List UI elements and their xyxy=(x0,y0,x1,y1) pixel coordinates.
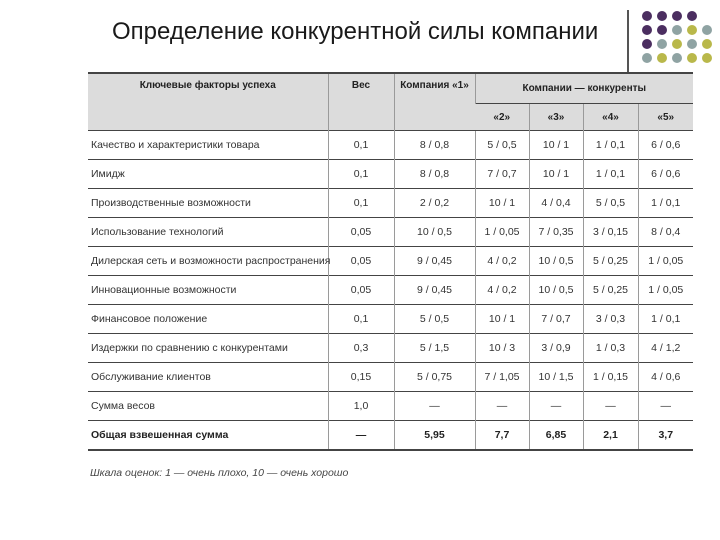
competitor-3-cell: 3 / 0,9 xyxy=(529,334,583,363)
company-1-cell: 5 / 1,5 xyxy=(394,334,475,363)
company-1-cell: 8 / 0,8 xyxy=(394,131,475,160)
competitor-3-cell: 4 / 0,4 xyxy=(529,189,583,218)
company-1-cell: 5 / 0,75 xyxy=(394,363,475,392)
company-1-cell: 9 / 0,45 xyxy=(394,276,475,305)
decor-dot xyxy=(657,25,667,35)
competitor-3-cell: 10 / 1 xyxy=(529,131,583,160)
header-weight: Вес xyxy=(328,73,394,131)
slide-title: Определение конкурентной силы компании xyxy=(112,18,599,45)
table-row xyxy=(88,218,693,247)
competitive-strength-table xyxy=(88,72,693,451)
table-row xyxy=(88,160,693,189)
competitor-2-cell: 7 / 1,05 xyxy=(475,363,529,392)
weight-cell: 0,1 xyxy=(328,131,394,160)
factor-cell: Использование технологий xyxy=(88,218,328,247)
decor-dot xyxy=(687,53,697,63)
decor-dot xyxy=(642,25,652,35)
table-row xyxy=(88,363,693,392)
weight-cell: 0,1 xyxy=(328,189,394,218)
decor-dot xyxy=(657,39,667,49)
header-competitors: Компании — конкуренты xyxy=(475,73,693,104)
scale-note: Шкала оценок: 1 — очень плохо, 10 — очень хорошо xyxy=(90,467,349,479)
company-1-cell: 10 / 0,5 xyxy=(394,218,475,247)
competitive-strength-table-container xyxy=(88,72,693,451)
competitor-5-cell: 1 / 0,1 xyxy=(638,305,693,334)
table-row xyxy=(88,334,693,363)
header-competitor-5: «5» xyxy=(638,104,693,131)
factor-cell: Общая взвешенная сумма xyxy=(88,421,328,451)
weight-cell: 0,05 xyxy=(328,276,394,305)
factor-cell: Качество и характеристики товара xyxy=(88,131,328,160)
factor-cell: Финансовое положение xyxy=(88,305,328,334)
decor-dot xyxy=(672,25,682,35)
title-divider-line xyxy=(627,10,629,72)
weight-cell: 0,3 xyxy=(328,334,394,363)
factor-cell: Издержки по сравнению с конкурентами xyxy=(88,334,328,363)
competitor-3-cell: 10 / 0,5 xyxy=(529,276,583,305)
competitor-2-cell: 10 / 1 xyxy=(475,305,529,334)
weight-cell: 0,05 xyxy=(328,247,394,276)
decor-dot xyxy=(702,53,712,63)
company-1-cell: 2 / 0,2 xyxy=(394,189,475,218)
competitor-4-cell: 3 / 0,3 xyxy=(583,305,638,334)
factor-cell: Дилерская сеть и возможности распространения xyxy=(88,247,328,276)
competitor-4-cell: 1 / 0,3 xyxy=(583,334,638,363)
factor-cell: Сумма весов xyxy=(88,392,328,421)
header-competitor-4: «4» xyxy=(583,104,638,131)
weight-cell: — xyxy=(328,421,394,451)
competitor-3-cell: 7 / 0,35 xyxy=(529,218,583,247)
competitor-3-cell: 10 / 1 xyxy=(529,160,583,189)
competitor-4-cell: 5 / 0,5 xyxy=(583,189,638,218)
factor-cell: Обслуживание клиентов xyxy=(88,363,328,392)
company-1-cell: — xyxy=(394,392,475,421)
competitor-3-cell: 10 / 0,5 xyxy=(529,247,583,276)
decor-dot xyxy=(687,39,697,49)
competitor-2-cell: 7 / 0,7 xyxy=(475,160,529,189)
weight-cell: 0,1 xyxy=(328,160,394,189)
decor-dot xyxy=(702,25,712,35)
header-factor: Ключевые факторы успеха xyxy=(88,73,328,131)
decorative-dot-grid xyxy=(640,11,720,75)
header-company-1: Компания «1» xyxy=(394,73,475,131)
table-row xyxy=(88,247,693,276)
header-competitor-2: «2» xyxy=(475,104,529,131)
competitor-4-cell: 5 / 0,25 xyxy=(583,247,638,276)
table-row xyxy=(88,189,693,218)
weight-cell: 0,15 xyxy=(328,363,394,392)
competitor-4-cell: 1 / 0,1 xyxy=(583,160,638,189)
competitor-2-cell: 10 / 1 xyxy=(475,189,529,218)
competitor-5-cell: — xyxy=(638,392,693,421)
competitor-2-cell: 4 / 0,2 xyxy=(475,247,529,276)
weight-cell: 0,05 xyxy=(328,218,394,247)
company-1-cell: 9 / 0,45 xyxy=(394,247,475,276)
decor-dot xyxy=(672,11,682,21)
decor-dot xyxy=(657,11,667,21)
competitor-3-cell: 10 / 1,5 xyxy=(529,363,583,392)
table-row xyxy=(88,131,693,160)
decor-dot xyxy=(657,53,667,63)
weight-cell: 0,1 xyxy=(328,305,394,334)
table-row xyxy=(88,305,693,334)
competitor-2-cell: 5 / 0,5 xyxy=(475,131,529,160)
competitor-4-cell: — xyxy=(583,392,638,421)
table-row xyxy=(88,276,693,305)
company-1-cell: 5,95 xyxy=(394,421,475,451)
competitor-2-cell: — xyxy=(475,392,529,421)
decor-dot xyxy=(687,11,697,21)
competitor-5-cell: 6 / 0,6 xyxy=(638,160,693,189)
decor-dot xyxy=(687,25,697,35)
competitor-5-cell: 4 / 0,6 xyxy=(638,363,693,392)
table-row-total xyxy=(88,421,693,451)
competitor-5-cell: 1 / 0,1 xyxy=(638,189,693,218)
competitor-2-cell: 7,7 xyxy=(475,421,529,451)
decor-dot xyxy=(702,39,712,49)
competitor-2-cell: 4 / 0,2 xyxy=(475,276,529,305)
competitor-4-cell: 1 / 0,1 xyxy=(583,131,638,160)
competitor-2-cell: 1 / 0,05 xyxy=(475,218,529,247)
competitor-5-cell: 4 / 1,2 xyxy=(638,334,693,363)
header-competitor-3: «3» xyxy=(529,104,583,131)
company-1-cell: 8 / 0,8 xyxy=(394,160,475,189)
decor-dot xyxy=(642,11,652,21)
competitor-3-cell: — xyxy=(529,392,583,421)
competitor-2-cell: 10 / 3 xyxy=(475,334,529,363)
competitor-4-cell: 5 / 0,25 xyxy=(583,276,638,305)
competitor-5-cell: 8 / 0,4 xyxy=(638,218,693,247)
competitor-5-cell: 1 / 0,05 xyxy=(638,276,693,305)
competitor-4-cell: 1 / 0,15 xyxy=(583,363,638,392)
competitor-5-cell: 1 / 0,05 xyxy=(638,247,693,276)
factor-cell: Инновационные возможности xyxy=(88,276,328,305)
decor-dot xyxy=(672,53,682,63)
table-row xyxy=(88,392,693,421)
competitor-5-cell: 3,7 xyxy=(638,421,693,451)
decor-dot xyxy=(642,53,652,63)
competitor-3-cell: 6,85 xyxy=(529,421,583,451)
weight-cell: 1,0 xyxy=(328,392,394,421)
competitor-5-cell: 6 / 0,6 xyxy=(638,131,693,160)
factor-cell: Производственные возможности xyxy=(88,189,328,218)
competitor-4-cell: 3 / 0,15 xyxy=(583,218,638,247)
decor-dot xyxy=(642,39,652,49)
decor-dot xyxy=(672,39,682,49)
company-1-cell: 5 / 0,5 xyxy=(394,305,475,334)
factor-cell: Имидж xyxy=(88,160,328,189)
competitor-3-cell: 7 / 0,7 xyxy=(529,305,583,334)
competitor-4-cell: 2,1 xyxy=(583,421,638,451)
